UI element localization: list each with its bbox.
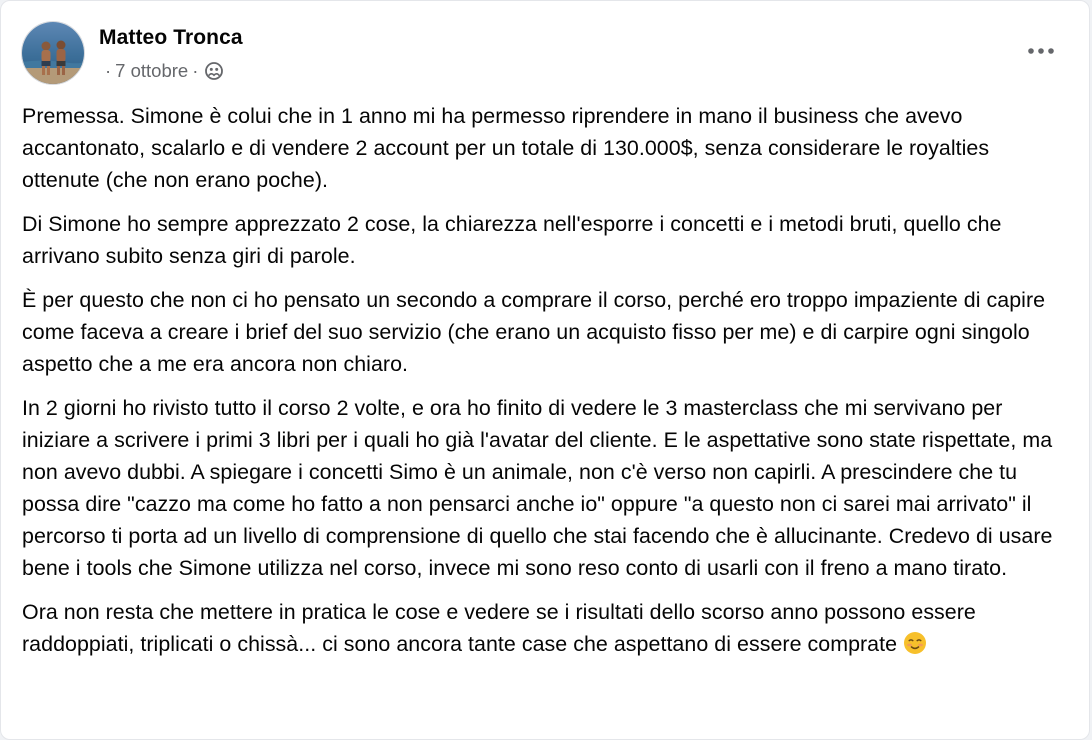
post-paragraph: Di Simone ho sempre apprezzato 2 cose, la chiarezza nell'esporre i concetti e i metodi bruti, quello che arrivano subito senza giri di parole.: [22, 212, 1002, 268]
post-paragraph: È per questo che non ci ho pensato un secondo a comprare il corso, perché ero troppo impaziente di capire come faceva a creare i brief del suo servizio (che erano un acquisto fisso per me) e di carpire ogni singolo aspetto che a me era ancora non chiaro.: [22, 288, 1046, 376]
more-dots-icon: [1027, 42, 1055, 60]
post-paragraph: In 2 giorni ho rivisto tutto il corso 2 volte, e ora ho finito di vedere le 3 masterclass che mi servivano per iniziare a scrivere i primi 3 libri per i quali ho già l'avatar del cliente. E le aspettative sono state rispettate, ma non avevo dubbi. A spiegare i concetti Simo è un animale, non c'è verso non capirli. A prescindere che tu possa dire "cazzo ma come ho fatto a non pensarci anche io" oppure "a questo non ci sarei mai arrivato" il percorso ti porta ad un livello di comprensione di quello che stai facendo che è allucinante. Credevo di usare bene i tools che Simone utilizza nel corso, invece mi sono reso conto di usarli con il freno a mano tirato.: [22, 396, 1053, 580]
friends-icon[interactable]: [204, 61, 224, 81]
post-meta: [101, 60, 224, 82]
post-paragraph-last: [22, 596, 1072, 664]
meta-separator-2: ·: [192, 60, 199, 81]
author-name[interactable]: Matteo Tronca: [99, 26, 243, 49]
winking-smile-emoji: [903, 631, 927, 664]
post-body: [22, 100, 1072, 676]
meta-separator-1: ·: [105, 60, 112, 81]
post-paragraph: Premessa. Simone è colui che in 1 anno mi ha permesso riprendere in mano il business che avevo accantonato, scalarlo e di vendere 2 account per un totale di 130.000$, senza considerare le royalties ottenute (che non erano poche).: [22, 104, 990, 192]
more-options-button[interactable]: [1019, 31, 1063, 71]
post-paragraph-text: Ora non resta che mettere in pratica le cose e vedere se i risultati dello scorso anno possono essere raddoppiati, triplicati o chissà... ci sono ancora tante case che aspettano di essere comprate: [22, 600, 976, 656]
post-date-link[interactable]: 7 ottobre: [115, 60, 189, 81]
author-avatar[interactable]: [21, 21, 85, 85]
